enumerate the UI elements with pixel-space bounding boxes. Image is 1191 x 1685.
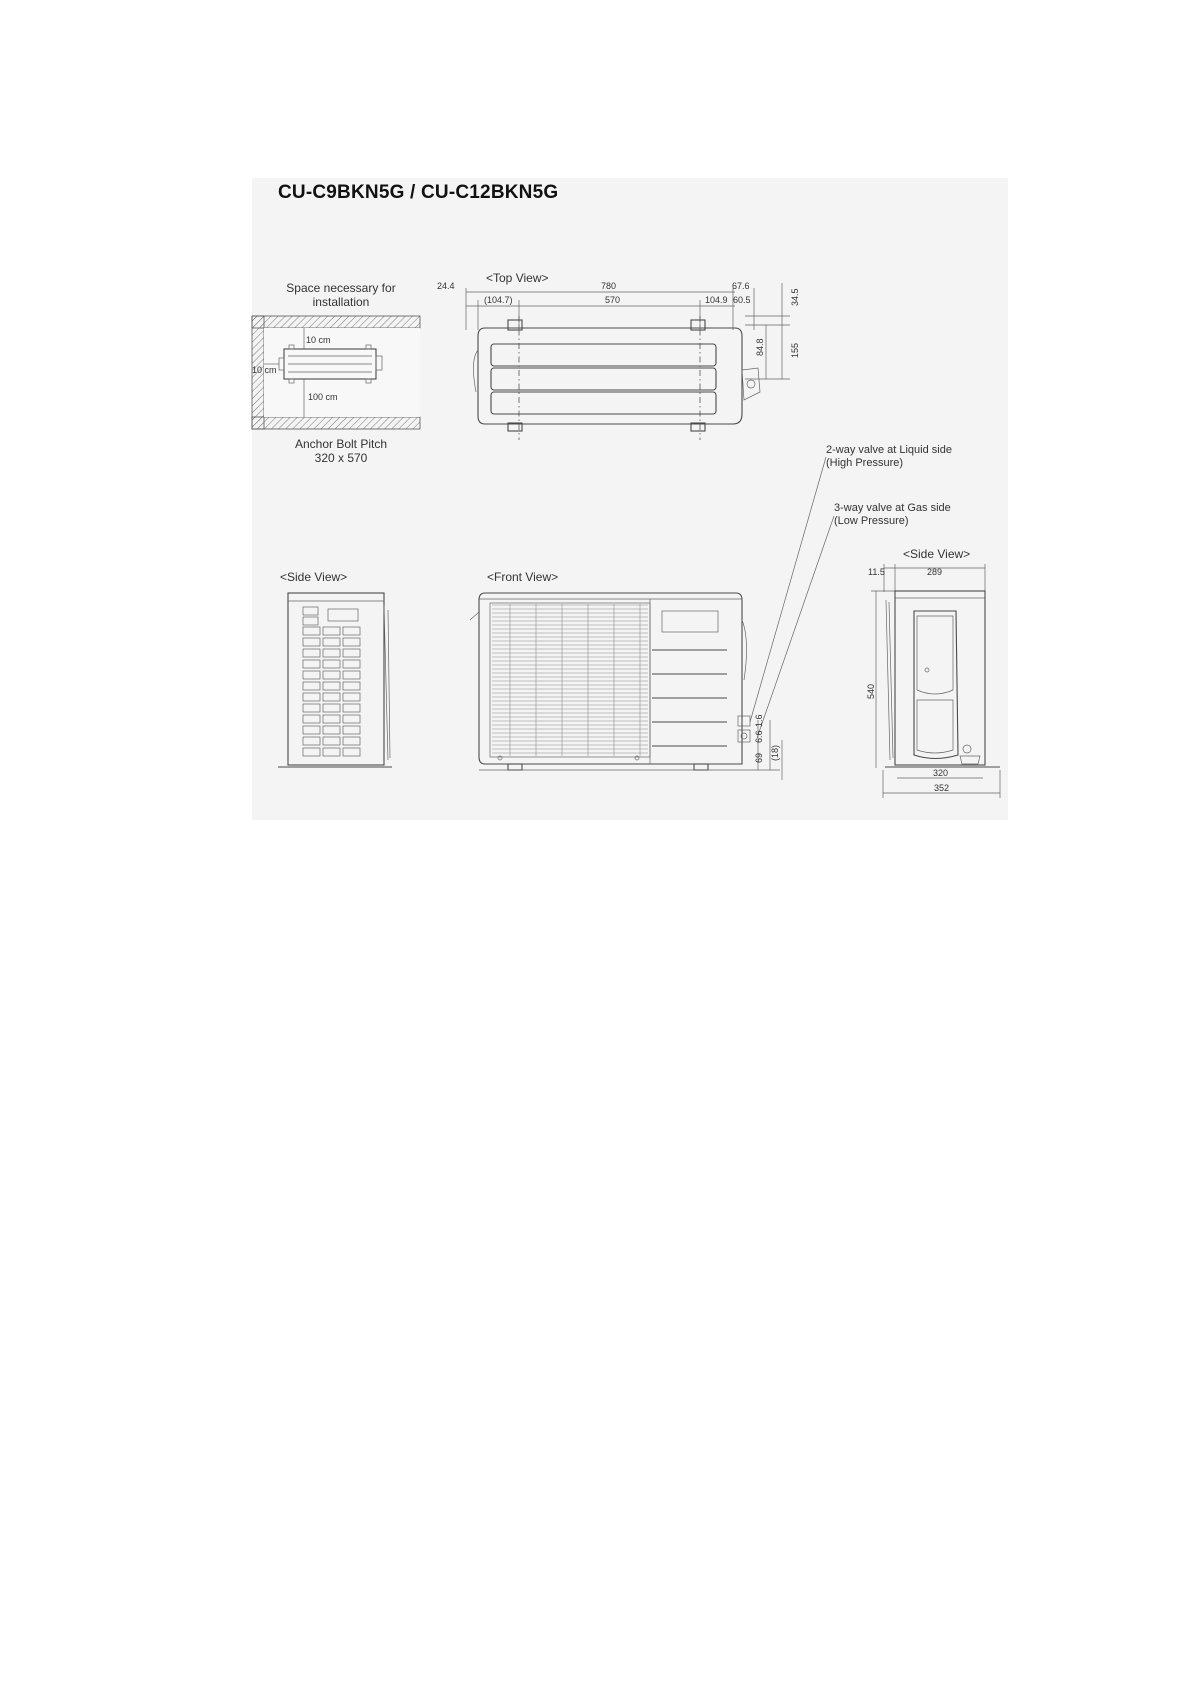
side-grille-cell	[343, 693, 360, 701]
side-grille-cell	[303, 715, 320, 723]
side-view-right-label: <Side View>	[903, 547, 971, 561]
anchor-bolt-title: Anchor Bolt Pitch	[294, 437, 388, 451]
top-view-label: <Top View>	[486, 271, 549, 285]
side-grille-cell	[343, 726, 360, 734]
side-view-right	[866, 547, 1000, 798]
dim-289: 289	[927, 567, 943, 577]
dim-11-5: 11.5	[868, 567, 885, 577]
side-grille-cell	[343, 715, 360, 723]
wall-front-hatch	[252, 417, 420, 429]
dim-155: 155	[790, 342, 800, 358]
side-grille-cell	[343, 671, 360, 679]
dim-67-6: 67.6	[732, 281, 750, 291]
side-view-left	[278, 570, 392, 767]
side-grille-cell	[323, 627, 340, 635]
gas-valve-pressure: (Low Pressure)	[834, 515, 909, 527]
dim-84-8: 84.8	[755, 338, 765, 356]
side-grille-cell	[343, 748, 360, 756]
dim-24-4: 24.4	[437, 281, 455, 291]
liquid-valve-pressure: (High Pressure)	[826, 457, 904, 469]
dim-69: 69	[754, 752, 764, 763]
side-grille-cell	[343, 704, 360, 712]
liquid-valve-label: 2-way valve at Liquid side	[826, 444, 952, 456]
side-grille-cell	[343, 627, 360, 635]
top-view-outline	[478, 328, 742, 424]
side-view-right-outline	[895, 591, 985, 765]
side-view-grille	[303, 627, 360, 756]
clearance-front: 100 cm	[308, 392, 338, 402]
dim-104-7: (104.7)	[484, 295, 513, 305]
dim-352: 352	[934, 783, 950, 793]
side-grille-cell	[323, 660, 340, 668]
installation-caption-2: installation	[312, 295, 370, 309]
side-grille-cell	[323, 671, 340, 679]
anchor-bolt-value: 320 x 570	[314, 451, 368, 465]
side-grille-cell	[323, 726, 340, 734]
side-grille-cell	[343, 682, 360, 690]
side-grille-cell	[303, 693, 320, 701]
wall-back-hatch	[252, 316, 420, 328]
gas-valve-label: 3-way valve at Gas side	[834, 502, 951, 514]
side-grille-cell	[323, 748, 340, 756]
side-view-right-handle-panel	[914, 611, 958, 759]
dim-540: 540	[866, 683, 876, 699]
side-grille-cell	[323, 682, 340, 690]
side-grille-cell	[303, 682, 320, 690]
model-title: CU-C9BKN5G / CU-C12BKN5G	[278, 182, 559, 203]
side-grille-cell	[303, 748, 320, 756]
side-grille-cell	[323, 638, 340, 646]
dim-570: 570	[605, 295, 621, 305]
side-grille-cell	[303, 737, 320, 745]
side-grille-cell	[323, 649, 340, 657]
dim-18: (18)	[770, 744, 780, 761]
side-grille-cell	[323, 715, 340, 723]
side-view-left-label: <Side View>	[280, 570, 348, 584]
gas-valve-leader	[757, 516, 834, 738]
clearance-top: 10 cm	[306, 335, 331, 345]
front-label-plate	[662, 611, 718, 632]
side-grille-cell	[303, 649, 320, 657]
side-grille-cell	[303, 671, 320, 679]
dim-6-6: 6.6	[754, 730, 764, 743]
side-grille-cell	[343, 649, 360, 657]
side-grille-cell	[343, 737, 360, 745]
front-view-label: <Front View>	[487, 570, 559, 584]
side-grille-cell	[303, 638, 320, 646]
side-grille-cell	[343, 660, 360, 668]
side-grille-cell	[303, 627, 320, 635]
dim-104-9: 104.9	[705, 295, 728, 305]
side-grille-cell	[323, 704, 340, 712]
side-grille-cell	[323, 737, 340, 745]
dim-320: 320	[933, 768, 949, 778]
liquid-valve-leader	[750, 457, 826, 722]
dim-34-5: 34.5	[790, 288, 800, 306]
installation-space-diagram	[252, 281, 420, 465]
side-grille-cell	[303, 726, 320, 734]
dim-1-6: 1.6	[754, 714, 764, 727]
front-grille	[492, 604, 648, 756]
top-view	[437, 271, 800, 440]
clearance-left: 10 cm	[252, 365, 277, 375]
front-view-outline	[479, 593, 742, 764]
installation-caption-1: Space necessary for	[286, 281, 396, 295]
dim-780: 780	[601, 281, 617, 291]
side-grille-cell	[343, 638, 360, 646]
side-grille-cell	[323, 693, 340, 701]
side-grille-cell	[303, 660, 320, 668]
front-view	[470, 570, 782, 780]
dim-60-5: 60.5	[733, 295, 751, 305]
side-grille-cell	[303, 704, 320, 712]
